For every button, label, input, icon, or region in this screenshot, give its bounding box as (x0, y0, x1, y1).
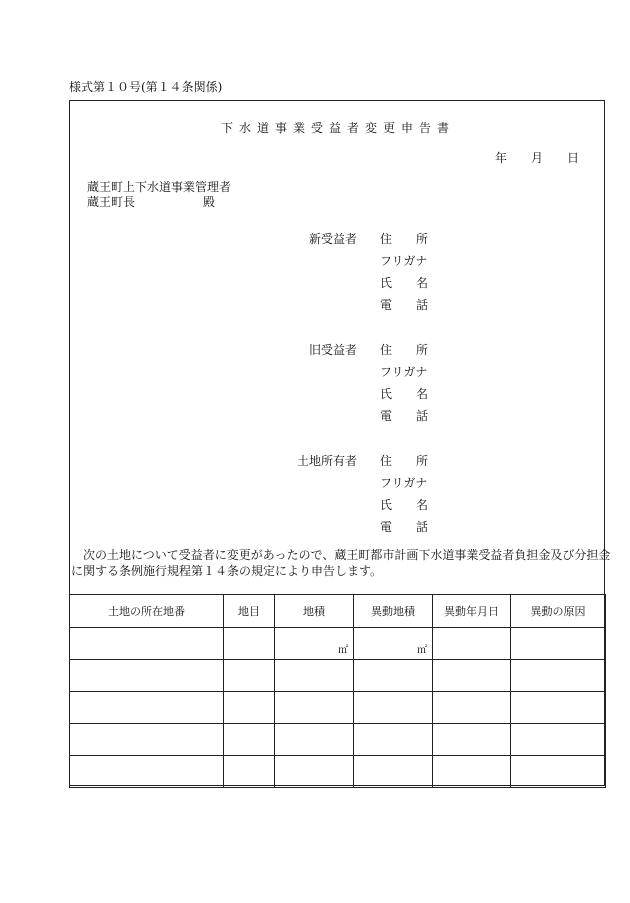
land-area-cell[interactable] (275, 692, 354, 724)
table-row (70, 724, 606, 756)
landowner-name-label: 氏名 (380, 498, 428, 512)
land-category-cell[interactable] (224, 756, 275, 788)
date-month: 月 (531, 151, 544, 165)
form-sheet (69, 100, 611, 786)
land-area-cell[interactable] (275, 756, 354, 788)
land-category-cell[interactable] (224, 660, 275, 692)
header-change-reason: 異動の原因 (511, 595, 606, 628)
addressee-mayor: 蔵王町長 (87, 195, 136, 209)
change-date-cell[interactable] (433, 692, 511, 724)
changed-area-cell[interactable] (354, 628, 433, 660)
date-day: 日 (567, 151, 580, 165)
old-beneficiary-name-label: 氏名 (380, 387, 428, 401)
new-beneficiary-phone-label: 電話 (380, 298, 428, 312)
change-reason-cell[interactable] (511, 756, 606, 788)
changed-area-cell[interactable] (354, 660, 433, 692)
land-area-cell[interactable] (275, 724, 354, 756)
land-category-cell[interactable] (224, 724, 275, 756)
landowner-phone-label: 電話 (380, 520, 428, 534)
old-beneficiary-address-label: 住所 (380, 343, 428, 357)
change-date-cell[interactable] (433, 756, 511, 788)
land-table (69, 594, 606, 788)
header-land-location: 土地の所在地番 (70, 595, 224, 628)
square-meter-unit: ㎡ (417, 645, 427, 656)
land-area-cell[interactable] (275, 628, 354, 660)
table-row (70, 756, 606, 788)
change-reason-cell[interactable] (511, 628, 606, 660)
form-number: 様式第１０号(第１４条関係) (69, 80, 223, 94)
change-date-cell[interactable] (433, 724, 511, 756)
changed-area-cell[interactable] (354, 756, 433, 788)
change-reason-cell[interactable] (511, 660, 606, 692)
header-land-area: 地積 (275, 595, 354, 628)
land-location-cell[interactable] (70, 628, 224, 660)
table-row (70, 628, 606, 660)
old-beneficiary-phone-label: 電話 (380, 409, 428, 423)
changed-area-cell[interactable] (354, 724, 433, 756)
old-beneficiary-furigana-label: フリガナ (380, 365, 428, 379)
table-row (70, 660, 606, 692)
land-area-cell[interactable] (275, 660, 354, 692)
land-table-header-row (70, 595, 606, 628)
date-year: 年 (495, 151, 508, 165)
landowner-furigana-label: フリガナ (380, 476, 428, 490)
table-row (70, 692, 606, 724)
square-meter-unit: ㎡ (338, 645, 348, 656)
new-beneficiary-address-label: 住所 (380, 232, 428, 246)
addressee-manager: 蔵王町上下水道事業管理者 (87, 180, 232, 194)
document-title: 下水道事業受益者変更申告書 (220, 121, 455, 135)
declaration-line-2: に関する条例施行規程第１４条の規定により申告します。 (71, 564, 383, 578)
landowner-address-label: 住所 (380, 454, 428, 468)
header-land-category: 地目 (224, 595, 275, 628)
change-reason-cell[interactable] (511, 724, 606, 756)
land-location-cell[interactable] (70, 692, 224, 724)
landowner-label: 土地所有者 (296, 454, 357, 468)
land-location-cell[interactable] (70, 660, 224, 692)
land-location-cell[interactable] (70, 756, 224, 788)
land-location-cell[interactable] (70, 724, 224, 756)
old-beneficiary-label: 旧受益者 (308, 343, 357, 357)
changed-area-cell[interactable] (354, 692, 433, 724)
land-category-cell[interactable] (224, 692, 275, 724)
header-changed-area: 異動地積 (354, 595, 433, 628)
land-category-cell[interactable] (224, 628, 275, 660)
addressee-honorific: 殿 (203, 195, 216, 209)
change-date-cell[interactable] (433, 660, 511, 692)
declaration-line-1: 次の土地について受益者に変更があったので、蔵王町都市計画下水道事業受益者負担金及び分担金 (83, 548, 611, 562)
new-beneficiary-furigana-label: フリガナ (380, 254, 428, 268)
declaration-statement (71, 547, 611, 579)
change-date-cell[interactable] (433, 628, 511, 660)
change-reason-cell[interactable] (511, 692, 606, 724)
new-beneficiary-label: 新受益者 (308, 232, 357, 246)
header-change-date: 異動年月日 (433, 595, 511, 628)
new-beneficiary-name-label: 氏名 (380, 276, 428, 290)
